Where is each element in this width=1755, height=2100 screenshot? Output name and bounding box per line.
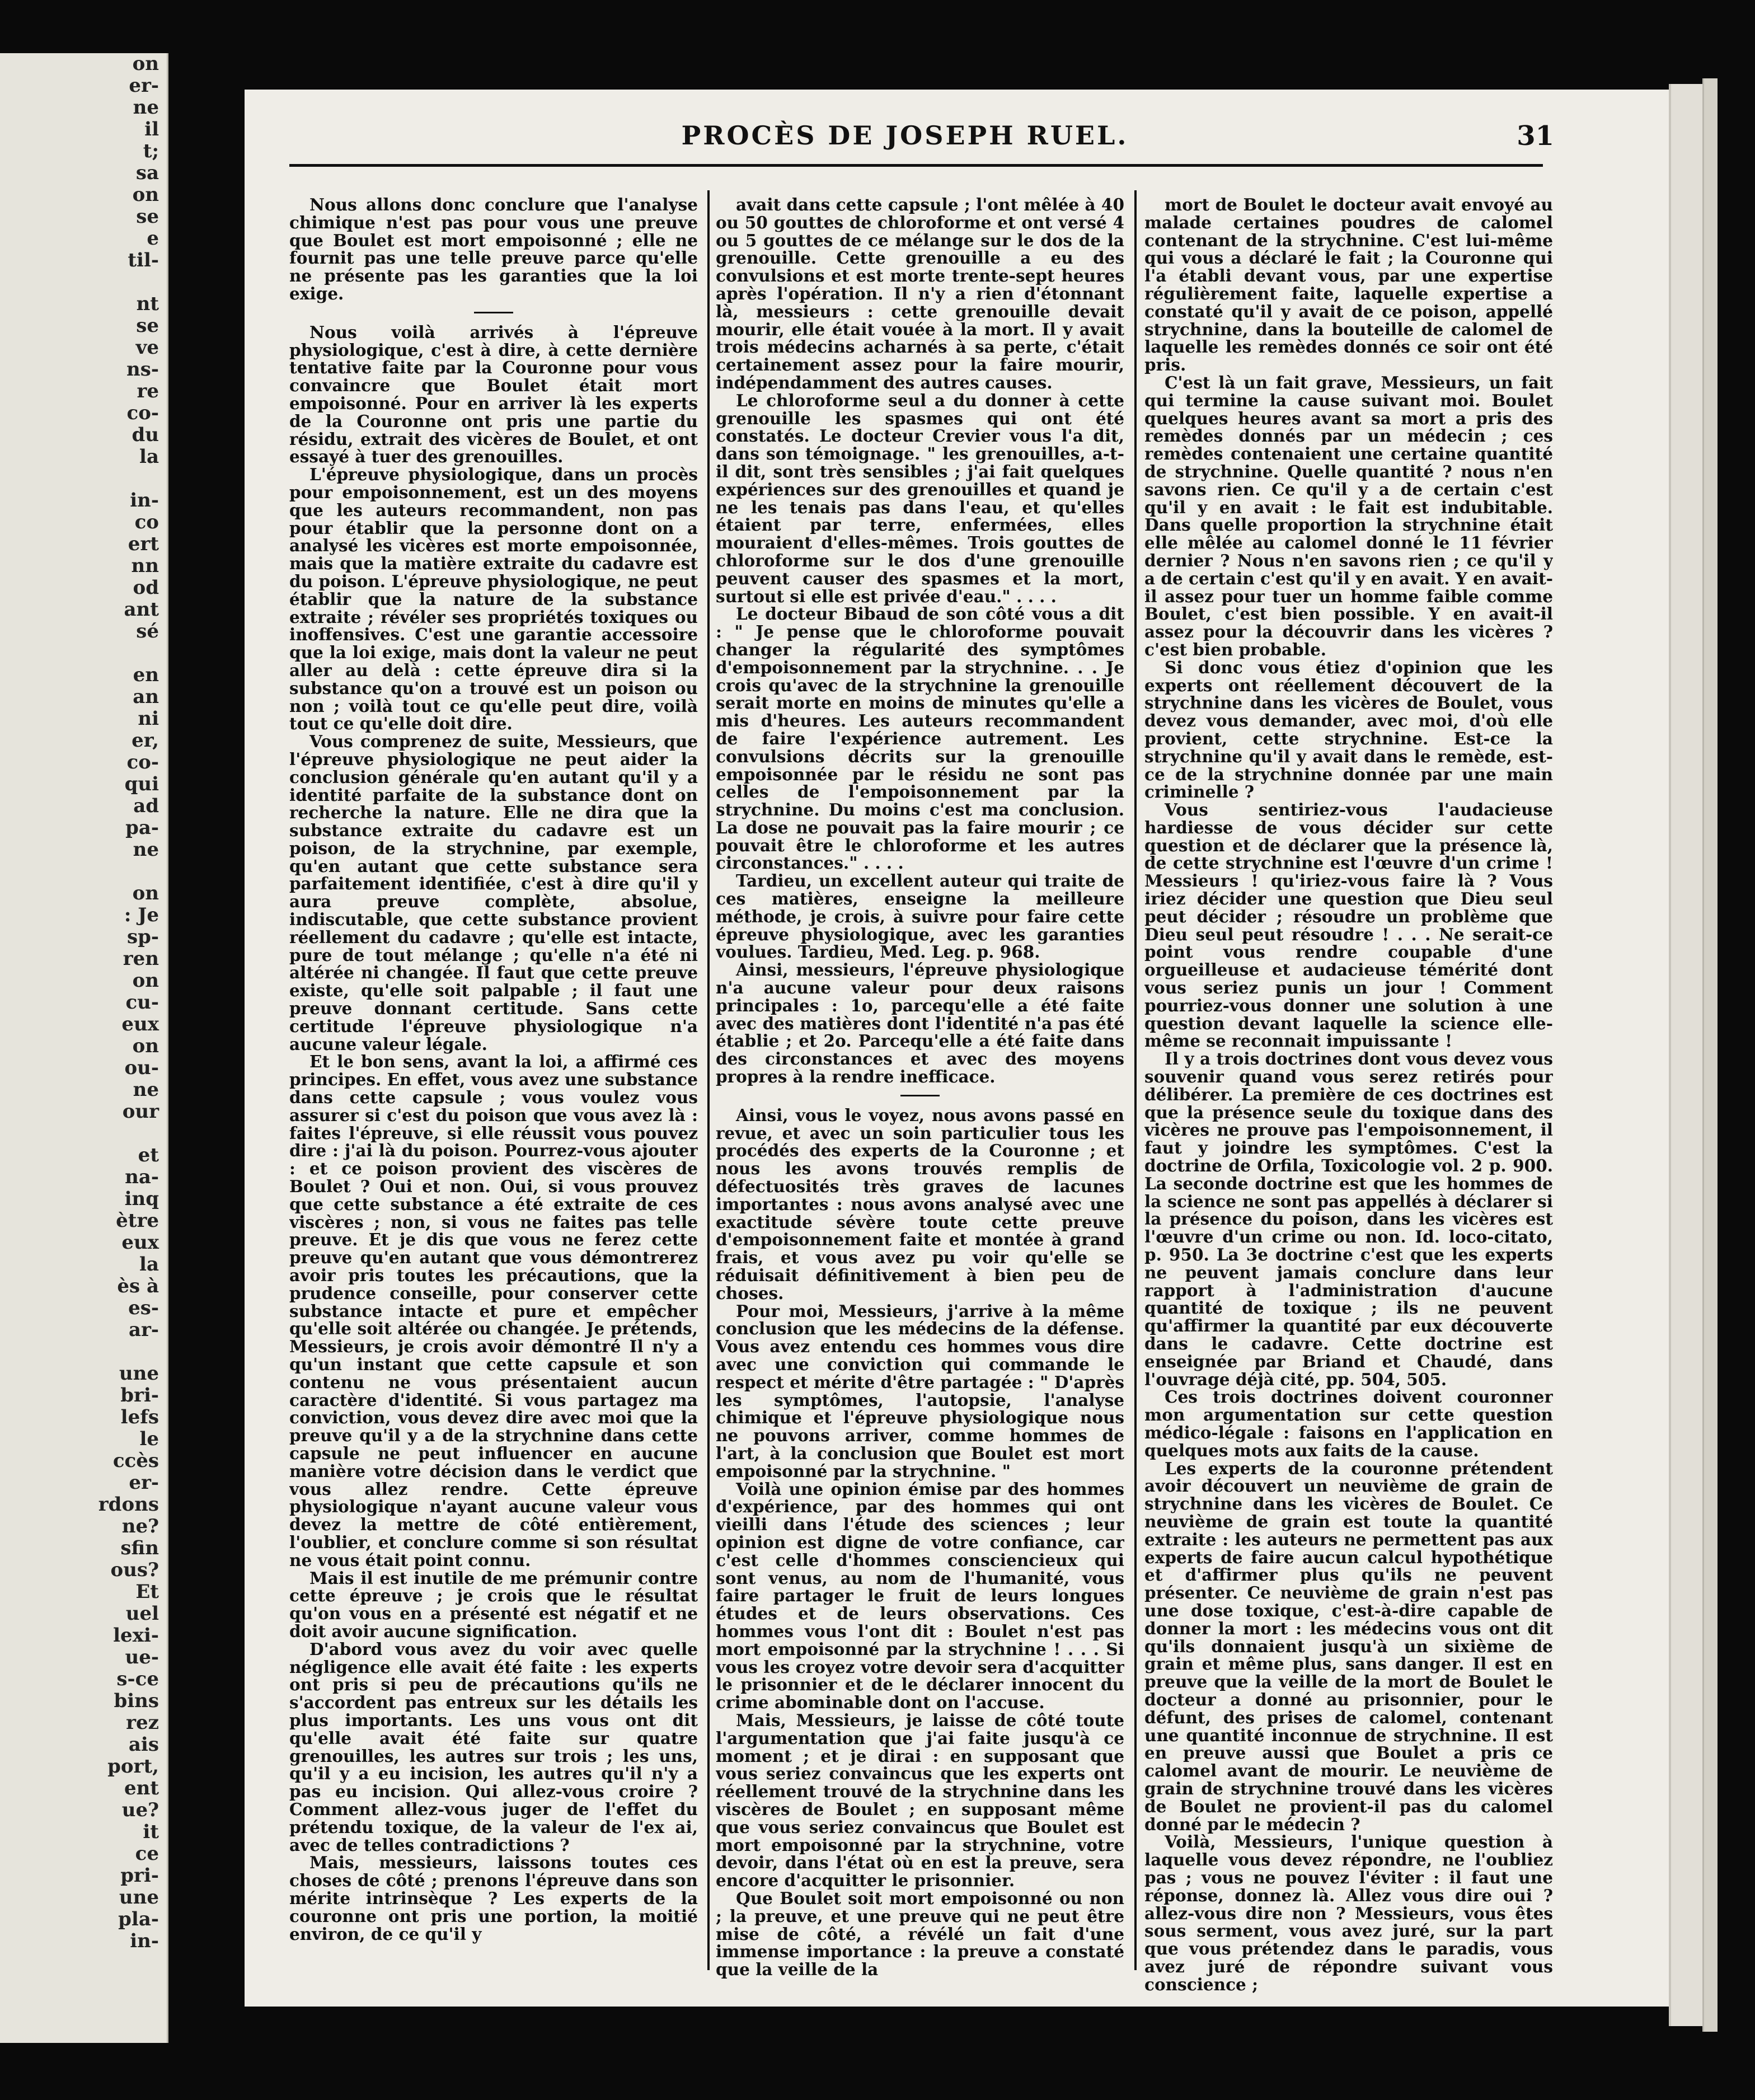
fragment-line: it xyxy=(143,1821,159,1843)
fragment-line: pa- xyxy=(125,817,159,839)
fragment-line: in- xyxy=(130,1930,159,1952)
fragment-line: le xyxy=(139,1428,159,1450)
fragment-line: il xyxy=(144,119,159,140)
fragment-line: ren xyxy=(123,948,159,970)
fragment-line: ue? xyxy=(121,1799,159,1821)
paragraph: Que Boulet soit mort empoisonné ou non ; la preuve, et une preuve qui ne peut être mise de côté, a révélé un fait d'une immense importance : la preuve a constaté que la veille de la xyxy=(716,1888,1124,1980)
fragment-line: til- xyxy=(128,250,159,271)
fragment-line: sfin xyxy=(120,1537,159,1559)
fragment-line: er, xyxy=(132,730,159,752)
fragment-line: es- xyxy=(128,1297,159,1319)
paragraph: Le docteur Bibaud de son côté vous a dit : " Je pense que le chloroforme pouvait changer la régularité des symptômes d'empoisonnement par la strychnine. . . Je crois qu'avec de la strychnine la grenouille serait morte en moins de minutes qu'elle a mis d'heures. Les auteurs recommandent de faire l'expérience autrement. Les convulsions décrits sur la grenouille empoisonnée par le résidu ne sont pas celles de l'empoisonnement par la strychnine. Du moins c'est ma conclusion. La dose ne pouvait pas la faire mourir ; ce pouvait être le chloroforme et les autres circonstances." . . . . xyxy=(716,604,1124,873)
fragment-line: ne xyxy=(133,839,159,861)
fragment-line: eux xyxy=(121,1232,159,1254)
paragraph: Nous allons donc conclure que l'analyse chimique n'est pas pour vous une preuve que Boulet est mort empoisonné ; elle ne fournit pas une telle preuve parce qu'elle ne présente pas les garanties que la loi exige. xyxy=(289,196,698,303)
fragment-line: bins xyxy=(114,1690,159,1712)
fragment-line: cu- xyxy=(125,992,159,1014)
paragraph: Mais, messieurs, laissons toutes ces choses de côté ; prenons l'épreuve dans son mérite intrinsèque ? Les experts de la couronne ont pris une portion, la moitié environ, de ce qu'il y xyxy=(289,1853,698,1944)
fragment-line: t; xyxy=(143,140,159,162)
paragraph: mort de Boulet le docteur avait envoyé au malade certaines poudres de calomel contenant de la strychnine. C'est lui-même qui vous a déclaré le fait ; la Couronne qui l'a établi devant vous, par une expertise régulièrement faite, laquelle expertise a constaté qu'il y avait de ce poison, appellé strychnine, dans la bouteille de calomel de laquelle les remèdes donnés ce soir ont été pris. xyxy=(1144,196,1553,375)
fragment-line: re xyxy=(137,381,159,402)
paragraph: C'est là un fait grave, Messieurs, un fait qui termine la cause suivant moi. Boulet quelques heures avant sa mort a pris des remèdes donnés par un médecin ; ces remèdes contenaient une certaine quantité de strychnine. Quelle quantité ? nous n'en savons rien. Ce qu'il y a de certain c'est qu'il y en avait : le fait est indubitable. Dans quelle proportion la strychnine était elle mêlée au calomel donné le 11 février dernier ? Nous n'en savons rien ; ce qu'il y a de certain c'est qu'il y en avait. Y en avait-il assez pour tuer un homme faible comme Boulet, c'est bien possible. Y en avait-il assez pour la découvrir dans les vicères ? c'est bien probable. xyxy=(1144,372,1553,659)
fragment-line: uel xyxy=(125,1603,159,1625)
fragment-line: une xyxy=(119,1887,159,1909)
fragment-line xyxy=(0,271,167,293)
text-column-2 xyxy=(716,196,1124,1998)
paragraph: Si donc vous étiez d'opinion que les experts ont réellement découvert de la strychnine dans les vicères de Boulet, vous devez vous demander, avec moi, d'où elle provient, cette strychnine. Est-ce la strychnine qu'il y avait dans le remède, est-ce de la strychnine donnée par une main criminelle ? xyxy=(1144,657,1553,802)
fragment-line: on xyxy=(132,53,159,75)
page-header xyxy=(278,120,1554,154)
paragraph: Et le bon sens, avant la loi, a affirmé ces principes. En effet, vous avez une substance dans cette capsule ; vous voulez vous assurer si c'est du poison que vous avez là : faites l'épreuve, si elle réussit vous pouvez dire : j'ai là du poison. Pourrez-vous ajouter : et ce poison provient des viscères de Boulet ? Oui et non. Oui, si vous prouvez que cette substance a été extraite de ces viscères ; non, si vous ne faites pas telle preuve. Et je dis que vous ne ferez cette preuve qu'en autant que vous démontrerez avoir pris toutes les précautions, que la prudence conseille, pour conserver cette substance intacte et pure et empêcher qu'elle soit altérée ou changée. Je prétends, Messieurs, je crois avoir démontré Il n'y a qu'un instant que cette capsule et son contenu ne vous présentaient aucun caractère d'identité. Si vous partagez ma conviction, vous devez dire avec moi que la preuve qu'il y a de la strychnine dans cette capsule ne peut influencer en aucune manière votre décision dans le verdict que vous allez rendre. Cette épreuve physiologique n'ayant aucune valeur vous devez la mettre de côté entièrement, l'oublier, et conclure comme si son résultat ne vous était point connu. xyxy=(289,1052,698,1570)
fragment-line: la xyxy=(139,446,159,468)
paragraph: Mais il est inutile de me prémunir contre cette épreuve ; je crois que le résultat qu'on vous en a présenté est négatif et ne doit avoir aucune signification. xyxy=(289,1568,698,1641)
header-rule xyxy=(289,164,1543,167)
paragraph: Le chloroforme seul a du donner à cette grenouille les spasmes qui ont été constatés. Le docteur Crevier vous l'a dit, dans son témoignage. " les grenouilles, a-t-il dit, sont très sensibles ; j'ai fait quelques expériences sur des grenouilles et quand je ne les tenais pas dans l'eau, et qu'elles étaient par terre, enfermées, elles mouraient d'elles-mêmes. Trois gouttes de chloroforme sur le dos d'une grenouille peuvent causer des spasmes et la mort, surtout si elle est privée d'eau." . . . . xyxy=(716,390,1124,606)
paragraph: Nous voilà arrivés à l'épreuve physiologique, c'est à dire, à cette dernière tentative faite par la Couronne pour vous convaincre que Boulet était mort empoisonné. Pour en arriver là les experts de la Couronne ont pris une partie du résidu, extrait des vicères de Boulet, et ont essayé à tuer des grenouilles. xyxy=(289,322,698,467)
fragment-line: en xyxy=(133,664,159,686)
paragraph: Les experts de la couronne prétendent avoir découvert un neuvième de grain de strychnine dans les vicères de Boulet. Ce neuvième de grain est toute la quantité extraite : les auteurs ne permettent pas aux experts de faire aucun calcul hypothétique et d'affirmer plus qu'ils ne peuvent présenter. Ce neuvième de grain n'est pas une dose toxique, c'est-à-dire capable de donner la mort : les médecins vous ont dit qu'ils donnaient jusqu'à un sixième de grain et même plus, sans danger. Il est en preuve que la veille de la mort de Boulet le docteur a donné au prisonnier, pour le défunt, des prises de calomel, contenant une quantité inconnue de strychnine. Il est en preuve aussi que Boulet a pris ce calomel avant de mourir. Le neuvième de grain de strychnine trouvé dans les vicères de Boulet ne provient-il pas du calomel donné par le médecin ? xyxy=(1144,1458,1553,1834)
paragraph: Voilà une opinion émise par des hommes d'expérience, par des hommes qui ont vieilli dans l'étude des sciences ; leur opinion est digne de votre confiance, car c'est celle d'hommes consciencieux qui sont venus, au nom de l'humanité, vous faire partager le fruit de leurs longues études et de leurs observations. Ces hommes vous l'ont dit : Boulet n'est pas mort empoisonné par la strychnine ! . . . Si vous les croyez votre devoir sera d'acquitter le prisonnier et de le déclarer innocent du crime abominable dont on l'accuse. xyxy=(716,1479,1124,1713)
fragment-line: co- xyxy=(126,752,159,774)
paragraph: Vous sentiriez-vous l'audacieuse hardiesse de vous décider sur cette question et de déclarer que la présence là, de cette strychnine est l'œuvre d'un crime ! Messieurs ! qu'iriez-vous faire là ? Vous iriez décider une question que Dieu seul peut décider ; résoudre un problème que Dieu seul peut résoudre ! . . . Ne serait-ce point vous rendre coupable d'une orgueilleuse et audacieuse témérité dont vous seriez punis un jour ! Comment pourriez-vous donner une solution à une question devant laquelle la science elle-même se reconnait impuissante ! xyxy=(1144,800,1553,1051)
fragment-line: er- xyxy=(129,75,159,97)
fragment-line: sp- xyxy=(126,926,159,948)
paragraph: Mais, Messieurs, je laisse de côté toute l'argumentation que j'ai faite jusqu'à ce moment ; et je dirai : en supposant que vous seriez convaincus que les experts ont réellement trouvé de la strychnine dans les viscères de Boulet ; en supposant même que vous seriez convaincus que Boulet est mort empoisonné par la strychnine, votre devoir, dans l'état où en est la preuve, sera encore d'acquitter le prisonnier. xyxy=(716,1710,1124,1891)
fragment-line: co- xyxy=(126,402,159,424)
fragment-line: on xyxy=(132,883,159,904)
fragment-line: on xyxy=(132,1035,159,1057)
fragment-line: et xyxy=(138,1145,159,1166)
fragment-line: ne xyxy=(133,97,159,119)
fragment-line xyxy=(0,1341,167,1363)
text-column-3 xyxy=(1144,196,1553,1998)
paragraph: Vous comprenez de suite, Messieurs, que l'épreuve physiologique ne peut aider la conclusion générale qu'en autant qu'il y a identité parfaite de la substance dont on recherche la nature. Elle ne dira que la substance extraite du cadavre est un poison, de la strychnine, par exemple, qu'en autant que cette substance sera parfaitement identifiée, c'est à dire qu'il y aura preuve complète, absolue, indiscutable, que cette substance provient réellement du cadavre ; qu'elle est intacte, pure de tout mélange ; qu'elle n'a été ni altérée ni changée. Il faut que cette preuve existe, qu'elle soit palpable ; il faut une preuve donnant certitude. Sans cette certitude l'épreuve physiologique n'a aucune valeur légale. xyxy=(289,732,698,1054)
fragment-line: eux xyxy=(121,1014,159,1035)
fragment-line xyxy=(0,1123,167,1145)
fragment-line: du xyxy=(132,424,159,446)
fragment-line: ve xyxy=(135,337,159,359)
fragment-line: s-ce xyxy=(116,1668,159,1690)
paragraph: Ainsi, vous le voyez, nous avons passé en revue, et avec un soin particulier tous les procédés des experts de la Couronne ; et nous les avons trouvés remplis de défectuosités très graves de lacunes importantes : nous avons analysé avec une exactitude sévère toute cette preuve d'empoisonnement faite et montée à grand frais, et vous avez pu voir qu'elle se réduisait définitivement à bien peu de choses. xyxy=(716,1105,1124,1303)
fragment-line: qui xyxy=(124,774,159,795)
fragment-line: nn xyxy=(131,555,159,577)
fragment-line: se xyxy=(136,315,159,337)
paragraph: L'épreuve physiologique, dans un procès pour empoisonnement, est un des moyens que les auteurs recommandent, non pas pour établir que la personne dont on a analysé les vicères est morte empoisonnée, mais que la matière extraite du cadavre est du poison. L'épreuve physiologique, ne peut établir que la nature de la substance extraite ; révéler ses propriétés toxiques ou inoffensives. C'est une garantie accessoire que la loi exige, mais dont la valeur ne peut aller au delà : cette épreuve dira si la substance qu'on a trouvé est un poison ou non ; voilà tout ce qu'elle peut dire, voilà tout ce qu'elle doit dire. xyxy=(289,465,698,734)
fragment-line: ou- xyxy=(124,1057,159,1079)
fragment-line: lefs xyxy=(120,1407,159,1428)
fragment-line: er- xyxy=(129,1472,159,1494)
text-column-1 xyxy=(289,196,698,1998)
fragment-line: une xyxy=(119,1363,159,1385)
fragment-line: sa xyxy=(135,162,159,184)
fragment-line: ais xyxy=(128,1734,159,1756)
page-number: 31 xyxy=(1517,120,1554,152)
fragment-line: nt xyxy=(136,293,159,315)
paragraph: Il y a trois doctrines dont vous devez vous souvenir quand vous serez retirés pour délibérer. La première de ces doctrines est que la présence seule du toxique dans des vicères ne prouve pas l'empoisonnement, il faut y joindre les symptômes. C'est la doctrine de Orfila, Toxicologie vol. 2 p. 900. La seconde doctrine est que les hommes de la science ne sont pas appellés à déclarer si la présence du poison, dans les vicères est l'œuvre d'un crime ou non. Id. loco-citato, p. 950. La 3e doctrine c'est que les experts ne peuvent jamais conclure dans leur rapport à l'administration d'aucune quantité de toxique ; ils ne peuvent qu'affirmer la quantité par eux découverte dans le cadavre. Cette doctrine est enseignée par Briand et Chaudé, dans l'ouvrage déjà cité, pp. 504, 505. xyxy=(1144,1049,1553,1389)
fragment-line: ètre xyxy=(116,1210,159,1232)
column-rule-1 xyxy=(707,190,710,1970)
page-edge-back xyxy=(1702,78,1718,2032)
fragment-line: ne? xyxy=(121,1516,159,1537)
fragment-line: port, xyxy=(107,1756,159,1778)
fragment-line: on xyxy=(132,970,159,992)
section-separator xyxy=(900,1095,940,1096)
fragment-line: lexi- xyxy=(113,1625,159,1647)
fragment-line: in- xyxy=(130,490,159,512)
book-page xyxy=(245,90,1669,2007)
fragment-line: inq xyxy=(124,1188,159,1210)
section-separator xyxy=(474,312,513,313)
fragment-line: ant xyxy=(124,599,159,621)
fragment-line: ert xyxy=(128,533,159,555)
fragment-line: se xyxy=(136,206,159,228)
fragment-line: la xyxy=(139,1254,159,1276)
fragment-line: ad xyxy=(133,795,159,817)
paragraph: Ces trois doctrines doivent couronner mon argumentation sur cette question médico-légale : faisons en l'application en quelques mots aux faits de la cause. xyxy=(1144,1387,1553,1460)
paragraph: Ainsi, messieurs, l'épreuve physiologique n'a aucune valeur pour deux raisons principales : 1o, parcequ'elle a été faite avec des matières dont l'identité n'a pas été établie ; et 2o. Parcequ'elle a été faite dans des circonstances et avec des moyens propres à la rendre inefficace. xyxy=(716,960,1124,1087)
fragment-line xyxy=(0,861,167,883)
paragraph: Voilà, Messieurs, l'unique question à laquelle vous devez répondre, ne l'oubliez pas ; vous ne pouvez l'éviter : il faut une réponse, donnez là. Allez vous dire oui ? allez-vous dire non ? Messieurs, vous êtes sous serment, vous avez juré, sur la part que vous prétendez dans le paradis, vous avez juré de répondre suivant vous conscience ; xyxy=(1144,1832,1553,1994)
fragment-line: ccès xyxy=(112,1450,159,1472)
fragment-line: Et xyxy=(135,1581,159,1603)
fragment-line: ous? xyxy=(110,1559,159,1581)
fragment-line: ue- xyxy=(125,1647,159,1668)
fragment-line: na- xyxy=(125,1166,159,1188)
fragment-line: pla- xyxy=(118,1909,159,1930)
running-title: PROCÈS DE JOSEPH RUEL. xyxy=(681,120,1129,151)
fragment-line: e xyxy=(147,228,159,250)
fragment-line: ent xyxy=(124,1778,159,1799)
paragraph: Pour moi, Messieurs, j'arrive à la même conclusion que les médecins de la défense. Vous avez entendu ces hommes vous dire avec une conviction qui commande le respect et mérite d'être partagée : " D'après les symptômes, l'autopsie, l'analyse chimique et l'épreuve physiologique nous ne pouvons arriver, comme hommes de l'art, à la conclusion que Boulet est mort empoisonné par la strychnine. " xyxy=(716,1301,1124,1481)
fragment-line: on xyxy=(132,184,159,206)
fragment-line xyxy=(0,468,167,490)
previous-page-fragment xyxy=(0,53,168,2043)
fragment-line: co xyxy=(134,512,159,533)
fragment-line: ni xyxy=(138,708,159,730)
fragment-line: ce xyxy=(135,1843,159,1865)
fragment-line: our xyxy=(122,1101,159,1123)
fragment-line: an xyxy=(133,686,159,708)
fragment-line: rdons xyxy=(98,1494,159,1516)
fragment-line: rez xyxy=(126,1712,159,1734)
fragment-line: ns- xyxy=(126,359,159,381)
paragraph: Tardieu, un excellent auteur qui traite de ces matières, enseigne la meilleure méthode, je crois, à suivre pour faire cette épreuve physiologique, avec les garanties voulues. Tardieu, Med. Leg. p. 968. xyxy=(716,871,1124,962)
fragment-line: ar- xyxy=(128,1319,159,1341)
fragment-line: ès à xyxy=(117,1276,159,1297)
fragment-line xyxy=(0,643,167,664)
column-rule-2 xyxy=(1134,190,1137,1970)
fragment-line: bri- xyxy=(120,1385,159,1407)
fragment-line: pri- xyxy=(120,1865,159,1887)
fragment-line: : Je xyxy=(124,904,159,926)
paragraph: D'abord vous avez du voir avec quelle négligence elle avait été faite : les experts ont pris si peu de précautions qu'ils ne s'accordent pas entreux sur les détails les plus importants. Les uns vous ont dit qu'elle avait été faite sur quatre grenouilles, les autres sur trois ; les uns, qu'il y a eu incision, les autres qu'il n'y a pas eu incision. Qui allez-vous croire ? Comment allez-vous juger de l'effet du prétendu toxique, de la valeur de l'ex ai, avec de telles contradictions ? xyxy=(289,1639,698,1855)
fragment-line: ne xyxy=(133,1079,159,1101)
page-edge xyxy=(1669,84,1705,2026)
fragment-line: sé xyxy=(136,621,159,643)
fragment-line: od xyxy=(133,577,159,599)
paragraph: avait dans cette capsule ; l'ont mêlée à 40 ou 50 gouttes de chloroforme et ont versé 4 ou 5 gouttes de ce mélange sur le dos de la grenouille. Cette grenouille a eu des convulsions et est morte trente-sept heures après l'opération. Il n'y a rien d'étonnant là, messieurs : cette grenouille devait mourir, elle était vouée à la mort. Il y avait trois médecins acharnés à sa perte, c'était certainement assez pour la faire mourir, indépendamment des autres causes. xyxy=(716,196,1124,392)
